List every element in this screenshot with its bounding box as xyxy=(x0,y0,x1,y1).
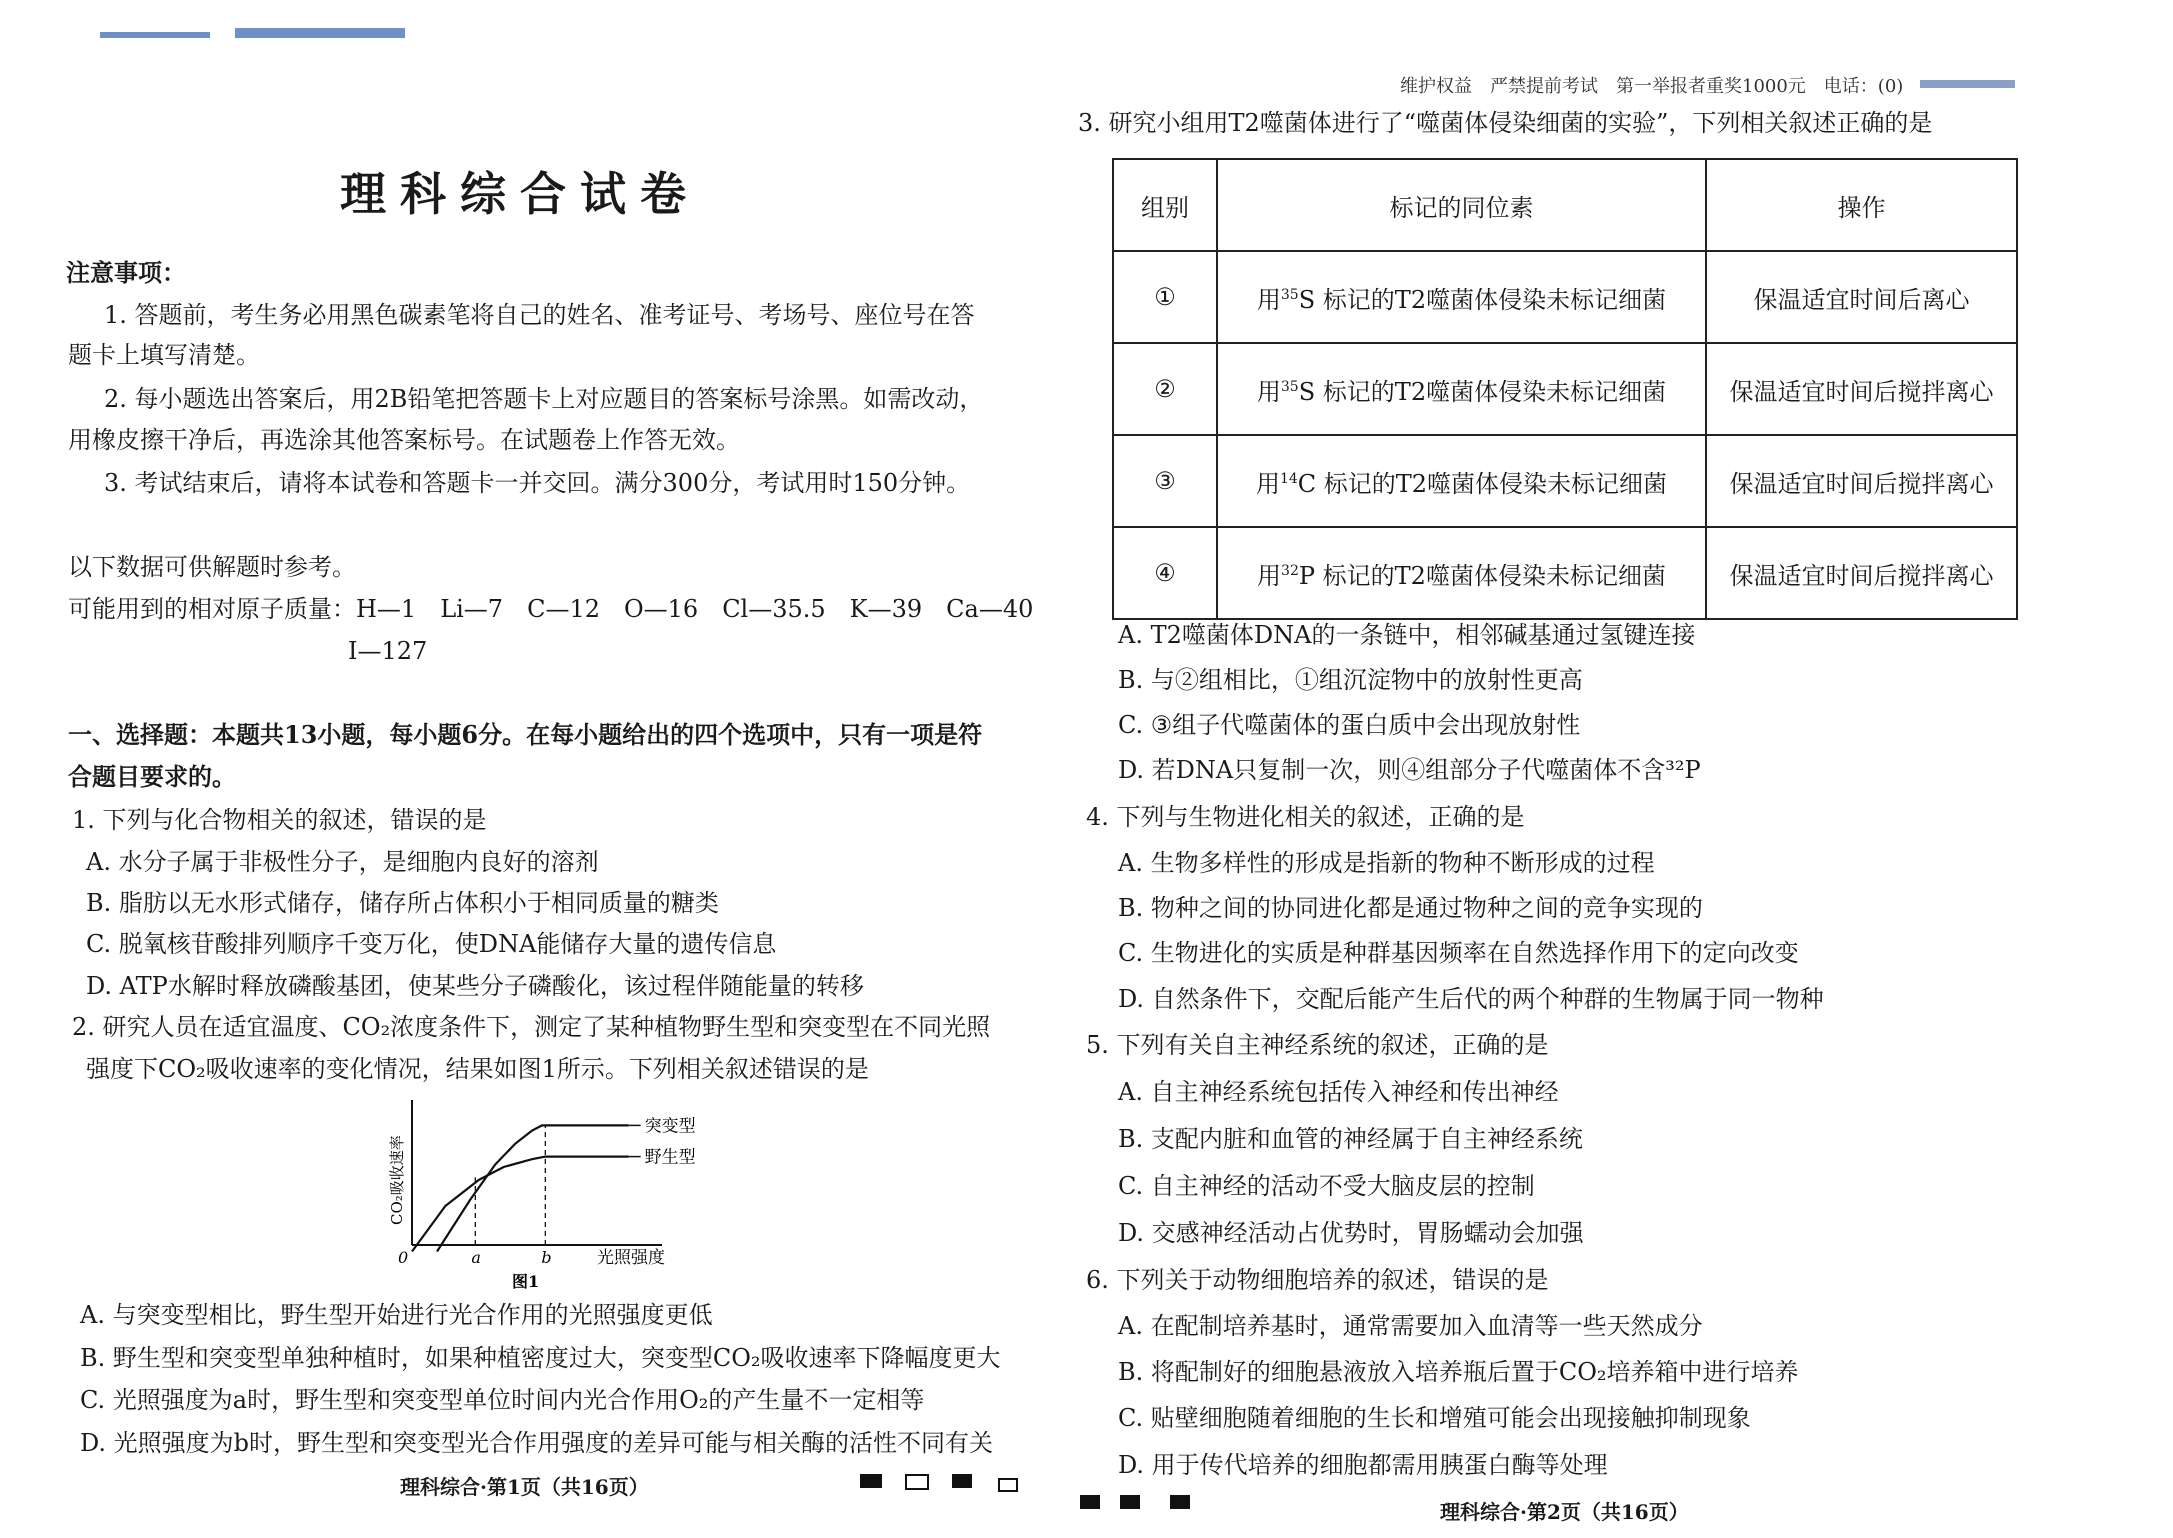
table-header: 组别 xyxy=(1113,159,1217,251)
page-footer-right: 理科综合·第2页（共16页） xyxy=(1440,1500,1689,1524)
question-2-stem-2: 强度下CO₂吸收速率的变化情况，结果如图1所示。下列相关叙述错误的是 xyxy=(86,1055,869,1083)
atomic-masses-2: I—127 xyxy=(348,637,428,665)
isotope-cell: 用$^{35}$S 标记的T2噬菌体侵染未标记细菌 xyxy=(1217,251,1706,343)
q6-option-a: A. 在配制培养基时，通常需要加入血清等一些天然成分 xyxy=(1118,1312,1703,1340)
x-axis-label: 光照强度 xyxy=(597,1248,665,1268)
table-row xyxy=(1113,527,2017,619)
figure-caption: 图1 xyxy=(512,1272,540,1291)
q4-option-c: C. 生物进化的实质是种群基因频率在自然选择作用下的定向改变 xyxy=(1118,939,1799,967)
note-line: 2. 每小题选出答案后，用2B铅笔把答题卡上对应题目的答案标号涂黑。如需改动， xyxy=(104,385,984,413)
registration-mark xyxy=(905,1474,929,1490)
q6-option-c: C. 贴壁细胞随着细胞的生长和增殖可能会出现接触抑制现象 xyxy=(1118,1404,1751,1432)
q2-option-d: D. 光照强度为b时，野生型和突变型光合作用强度的差异可能与相关酶的活性不同有关 xyxy=(80,1429,994,1457)
group-cell: ③ xyxy=(1113,435,1217,527)
q3-option-c: C. ③组子代噬菌体的蛋白质中会出现放射性 xyxy=(1118,711,1581,739)
reference-intro: 以下数据可供解题时参考。 xyxy=(68,553,356,581)
q3-option-a: A. T2噬菌体DNA的一条链中，相邻碱基通过氢键连接 xyxy=(1118,621,1696,649)
q6-option-b: B. 将配制好的细胞悬液放入培养瓶后置于CO₂培养箱中进行培养 xyxy=(1118,1358,1799,1386)
redacted-mark xyxy=(100,32,210,38)
q3-option-b: B. 与②组相比，①组沉淀物中的放射性更高 xyxy=(1118,666,1583,694)
isotope-cell: 用$^{14}$C 标记的T2噬菌体侵染未标记细菌 xyxy=(1217,435,1706,527)
group-cell: ④ xyxy=(1113,527,1217,619)
atomic-masses: 可能用到的相对原子质量：H—1 Li—7 C—12 O—16 Cl—35.5 K—39 Ca—40 xyxy=(68,595,1034,623)
group-cell: ② xyxy=(1113,343,1217,435)
registration-mark xyxy=(998,1478,1018,1492)
tick-label: b xyxy=(541,1248,552,1267)
page-footer-left: 理科综合·第1页（共16页） xyxy=(400,1475,649,1499)
figure-1-chart xyxy=(390,1095,710,1290)
registration-mark xyxy=(860,1474,882,1488)
isotope-cell: 用$^{35}$S 标记的T2噬菌体侵染未标记细菌 xyxy=(1217,343,1706,435)
y-axis-label: CO₂吸收速率 xyxy=(388,1135,406,1225)
registration-mark xyxy=(1120,1495,1140,1509)
question-3-stem: 3. 研究小组用T2噬菌体进行了“噬菌体侵染细菌的实验”，下列相关叙述正确的是 xyxy=(1078,109,1933,137)
question-2-stem: 2. 研究人员在适宜温度、CO₂浓度条件下，测定了某种植物野生型和突变型在不同光照 xyxy=(72,1013,991,1041)
q5-option-c: C. 自主神经的活动不受大脑皮层的控制 xyxy=(1118,1172,1535,1200)
redacted-mark xyxy=(235,28,405,38)
q5-option-d: D. 交感神经活动占优势时，胃肠蠕动会加强 xyxy=(1118,1219,1584,1247)
q4-option-b: B. 物种之间的协同进化都是通过物种之间的竞争实现的 xyxy=(1118,894,1703,922)
operation-cell: 保温适宜时间后离心 xyxy=(1706,251,2017,343)
group-cell: ① xyxy=(1113,251,1217,343)
registration-mark xyxy=(1170,1495,1190,1509)
question-4-stem: 4. 下列与生物进化相关的叙述，正确的是 xyxy=(1086,803,1525,831)
note-line: 3. 考试结束后，请将本试卷和答题卡一并交回。满分300分，考试用时150分钟。 xyxy=(104,469,971,497)
tick-label: a xyxy=(471,1248,481,1267)
table-row xyxy=(1113,251,2017,343)
q2-option-a: A. 与突变型相比，野生型开始进行光合作用的光照强度更低 xyxy=(80,1301,713,1329)
series-line-野生型 xyxy=(412,1157,629,1252)
page-title: 理科综合试卷 xyxy=(340,167,700,221)
tick-label: 0 xyxy=(398,1248,409,1267)
redacted-mark xyxy=(1920,80,2015,88)
q5-option-a: A. 自主神经系统包括传入神经和传出神经 xyxy=(1118,1078,1559,1106)
registration-mark xyxy=(1080,1495,1100,1509)
q1-option-c: C. 脱氧核苷酸排列顺序千变万化，使DNA能储存大量的遗传信息 xyxy=(86,930,777,958)
q1-option-a: A. 水分子属于非极性分子，是细胞内良好的溶剂 xyxy=(86,848,599,876)
question-5-stem: 5. 下列有关自主神经系统的叙述，正确的是 xyxy=(1086,1031,1549,1059)
question-6-stem: 6. 下列关于动物细胞培养的叙述，错误的是 xyxy=(1086,1266,1549,1294)
q3-option-d: D. 若DNA只复制一次，则④组部分子代噬菌体不含³²P xyxy=(1118,756,1701,784)
note-line: 用橡皮擦干净后，再选涂其他答案标号。在试题卷上作答无效。 xyxy=(68,426,740,454)
operation-cell: 保温适宜时间后搅拌离心 xyxy=(1706,343,2017,435)
section-heading: 一、选择题：本题共13小题，每小题6分。在每小题给出的四个选项中，只有一项是符 xyxy=(68,720,983,749)
page-header-right: 维护权益 严禁提前考试 第一举报者重奖1000元 电话：(0) xyxy=(1400,76,1904,97)
note-line: 1. 答题前，考生务必用黑色碳素笔将自己的姓名、准考证号、考场号、座位号在答 xyxy=(104,301,975,329)
operation-cell: 保温适宜时间后搅拌离心 xyxy=(1706,435,2017,527)
experiment-table xyxy=(1112,158,2018,620)
q1-option-b: B. 脂肪以无水形式储存，储存所占体积小于相同质量的糖类 xyxy=(86,889,719,917)
series-label: 野生型 xyxy=(644,1147,696,1168)
table-header: 操作 xyxy=(1706,159,2017,251)
question-1-stem: 1. 下列与化合物相关的叙述，错误的是 xyxy=(72,806,487,834)
q4-option-a: A. 生物多样性的形成是指新的物种不断形成的过程 xyxy=(1118,849,1655,877)
series-label: 突变型 xyxy=(644,1116,696,1137)
q4-option-d: D. 自然条件下，交配后能产生后代的两个种群的生物属于同一物种 xyxy=(1118,985,1824,1013)
note-line: 题卡上填写清楚。 xyxy=(68,341,260,369)
q2-option-c: C. 光照强度为a时，野生型和突变型单位时间内光合作用O₂的产生量不一定相等 xyxy=(80,1386,925,1414)
table-row xyxy=(1113,435,2017,527)
table-row xyxy=(1113,343,2017,435)
q2-option-b: B. 野生型和突变型单独种植时，如果种植密度过大，突变型CO₂吸收速率下降幅度更大 xyxy=(80,1344,1001,1372)
series-line-突变型 xyxy=(437,1125,629,1251)
q5-option-b: B. 支配内脏和血管的神经属于自主神经系统 xyxy=(1118,1125,1583,1153)
table-header: 标记的同位素 xyxy=(1217,159,1706,251)
registration-mark xyxy=(952,1474,972,1488)
notes-heading: 注意事项： xyxy=(66,258,186,287)
q6-option-d: D. 用于传代培养的细胞都需用胰蛋白酶等处理 xyxy=(1118,1451,1608,1479)
operation-cell: 保温适宜时间后搅拌离心 xyxy=(1706,527,2017,619)
section-heading-2: 合题目要求的。 xyxy=(68,762,236,791)
isotope-cell: 用$^{32}$P 标记的T2噬菌体侵染未标记细菌 xyxy=(1217,527,1706,619)
q1-option-d: D. ATP水解时释放磷酸基团，使某些分子磷酸化，该过程伴随能量的转移 xyxy=(86,972,864,1000)
